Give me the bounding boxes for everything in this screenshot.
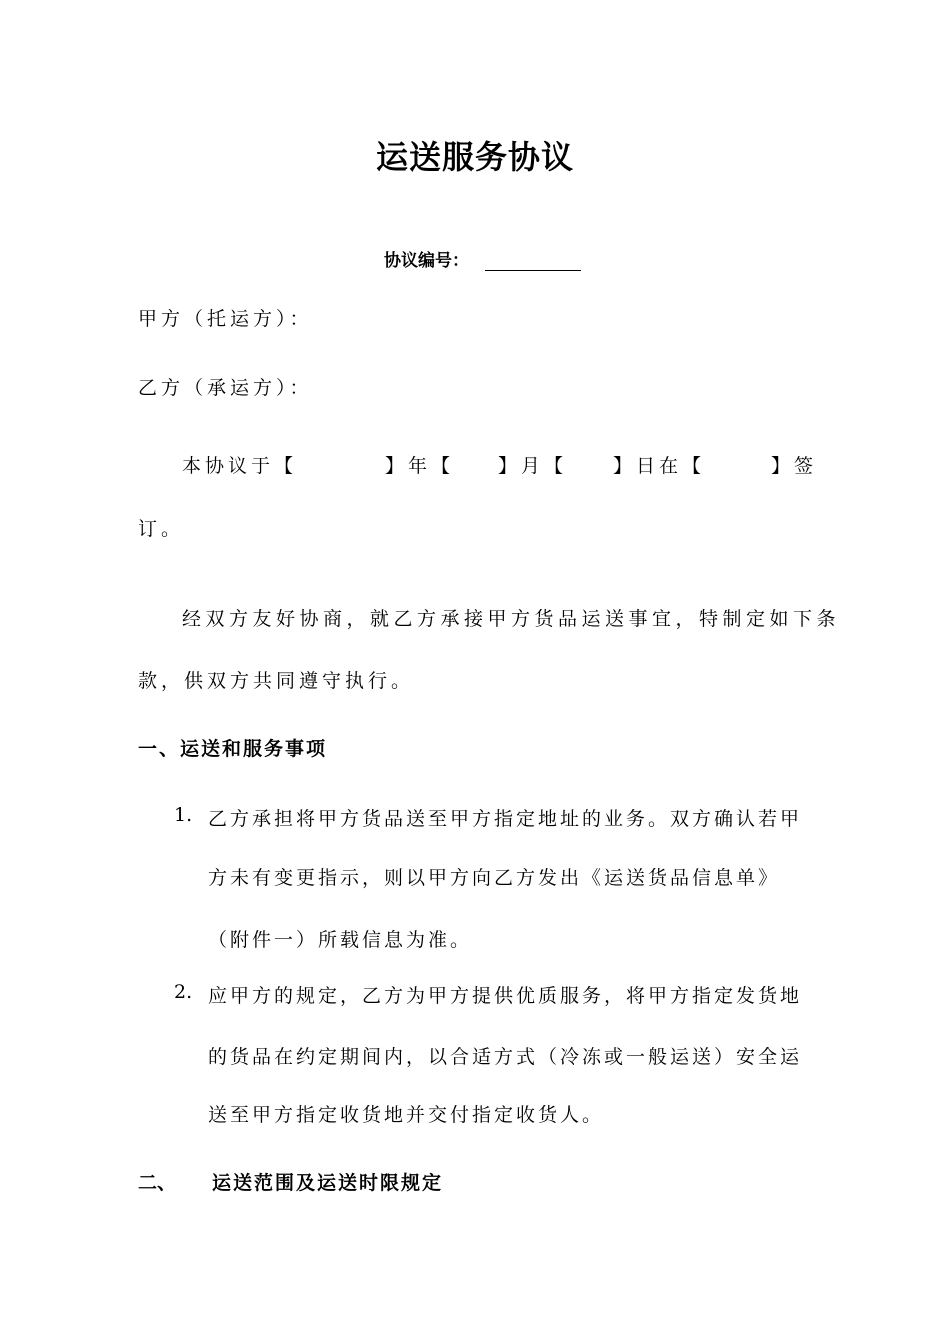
agreement-number-label: 协议编号： — [384, 251, 469, 271]
section-2-heading: 运送范围及运送时限规定 — [212, 1172, 444, 1194]
signing-year: 】年【 — [385, 455, 455, 477]
section-2-number: 二、 — [138, 1172, 177, 1194]
item-1-line-2: 方未有变更指示，则以甲方向乙方发出《运送货品信息单》 — [208, 867, 781, 889]
agreement-number — [384, 246, 581, 271]
party-b-line: 乙方（承运方）： — [138, 377, 313, 399]
signing-month: 】月【 — [498, 455, 568, 477]
item-2-line-2: 的货品在约定期间内，以合适方式（冷冻或一般运送）安全运 — [208, 1046, 803, 1068]
item-2-line-1: 应甲方的规定，乙方为甲方提供优质服务，将甲方指定发货地 — [208, 985, 803, 1007]
signing-prefix: 本协议于【 — [182, 455, 298, 477]
item-2-line-3: 送至甲方指定收货地并交付指定收货人。 — [208, 1104, 605, 1126]
signing-day: 】日在【 — [613, 455, 706, 477]
item-1-line-3: （附件一）所载信息为准。 — [208, 929, 473, 951]
intro-line-2: 款，供双方共同遵守执行。 — [138, 670, 415, 692]
section-1-heading: 一、运送和服务事项 — [138, 738, 328, 760]
signing-suffix: 】签 — [771, 455, 818, 477]
item-1-line-1: 乙方承担将甲方货品送至甲方指定地址的业务。双方确认若甲 — [208, 808, 803, 830]
item-2-number: 2. — [174, 981, 193, 1003]
item-1-number: 1. — [174, 804, 193, 826]
party-a-line: 甲方（托运方）： — [138, 308, 313, 330]
signing-continuation: 订。 — [138, 518, 185, 540]
intro-line-1: 经双方友好协商，就乙方承接甲方货品运送事宜，特制定如下条 — [182, 608, 841, 630]
agreement-number-blank[interactable] — [485, 252, 581, 271]
signing-date-line — [182, 451, 818, 481]
document-title: 运送服务协议 — [375, 138, 574, 176]
